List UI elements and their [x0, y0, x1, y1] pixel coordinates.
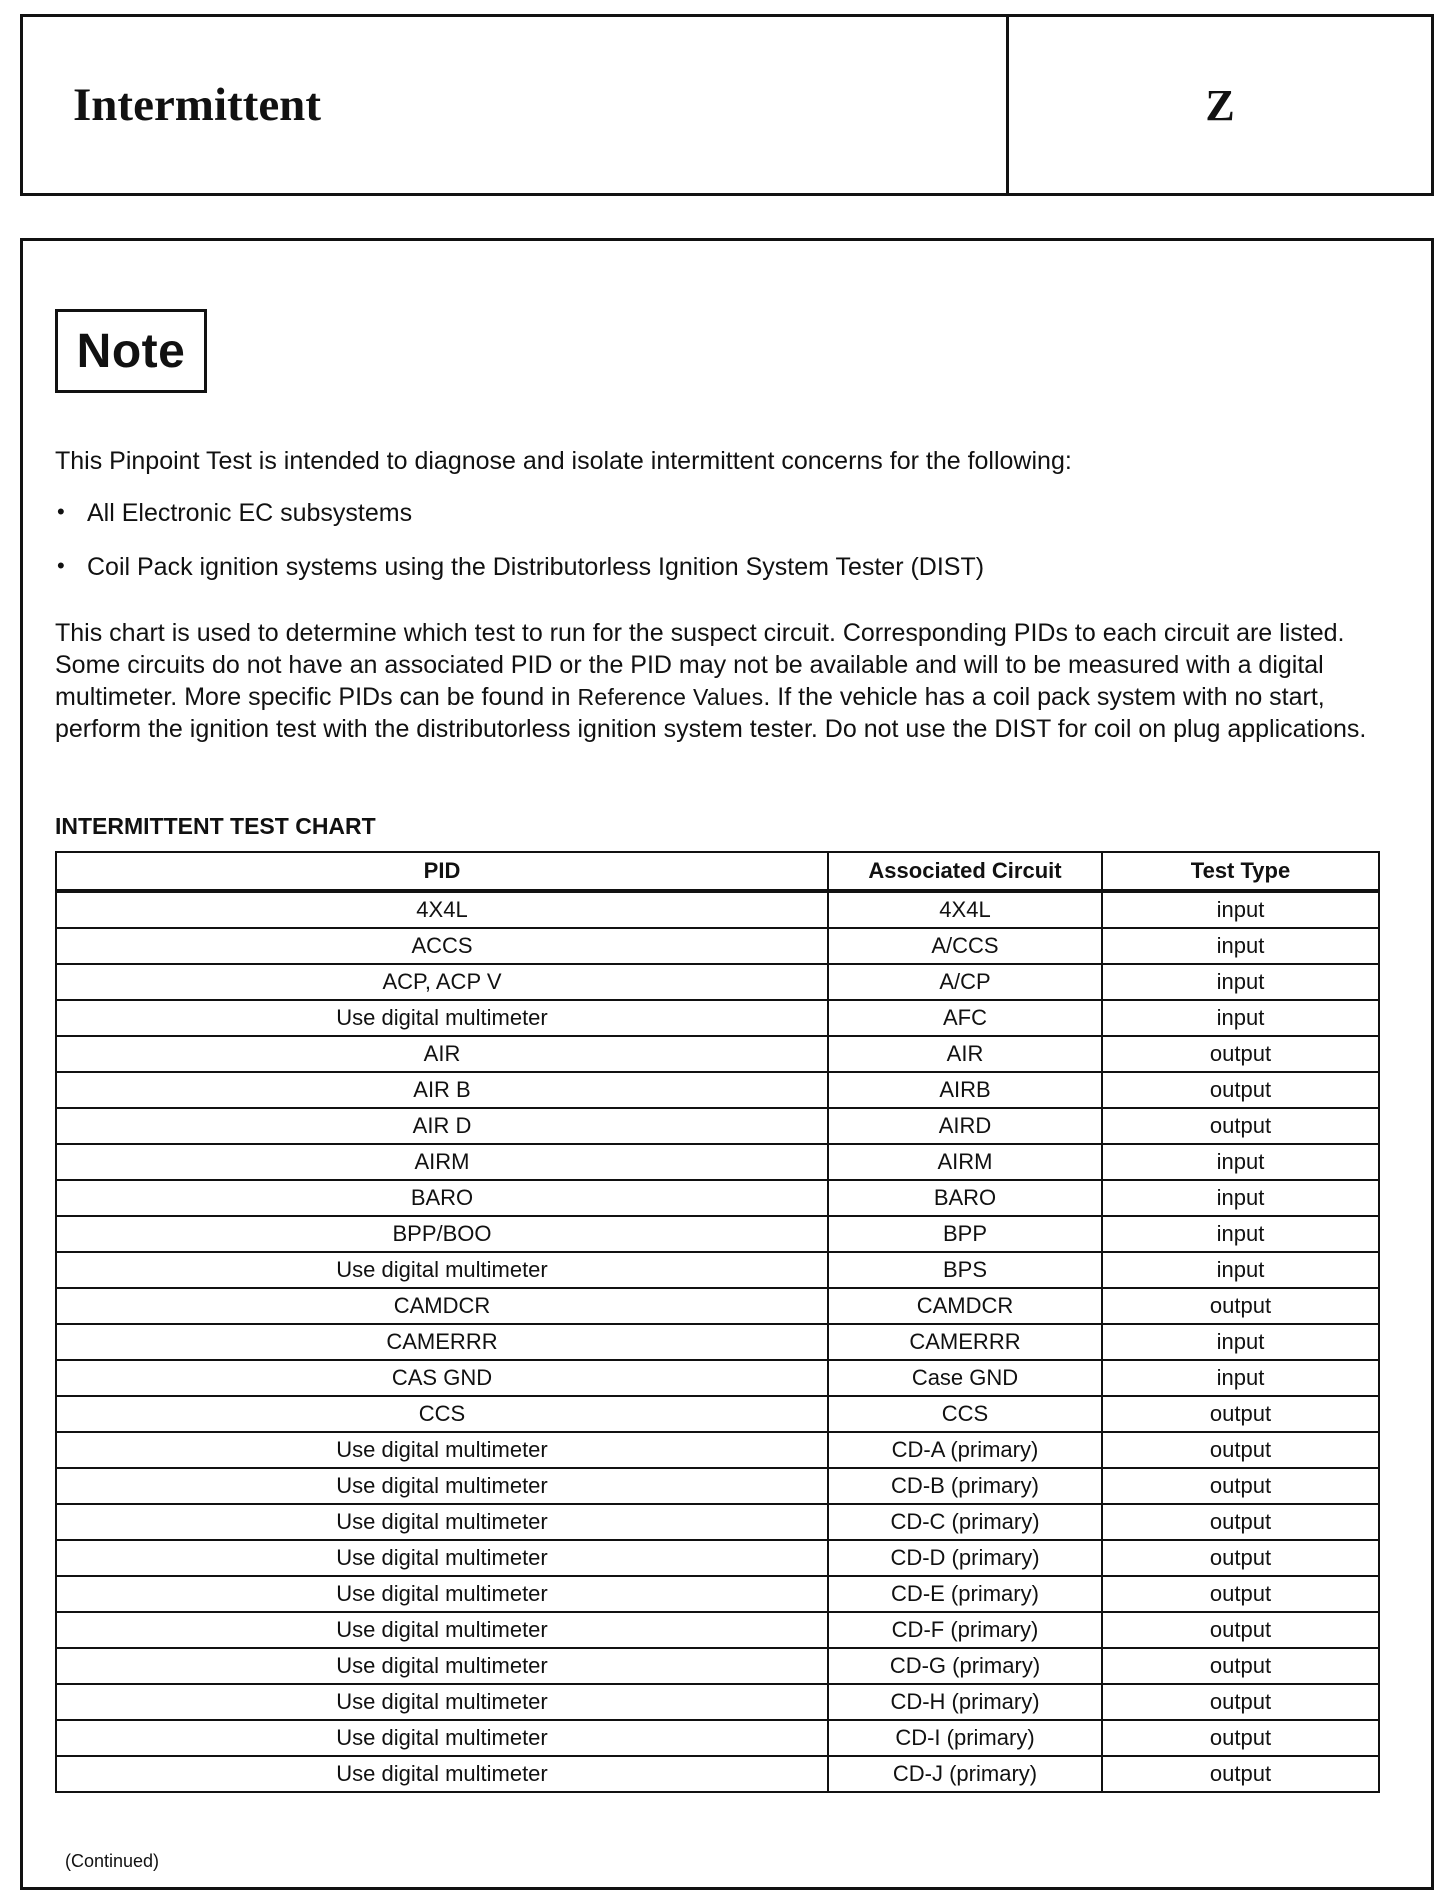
table-row: [56, 1036, 1379, 1072]
cell-test-type: output: [1102, 1540, 1379, 1576]
cell-associated-circuit: CD-I (primary): [828, 1720, 1102, 1756]
cell-associated-circuit: CAMDCR: [828, 1288, 1102, 1324]
cell-pid: CAS GND: [56, 1360, 828, 1396]
cell-test-type: input: [1102, 1252, 1379, 1288]
cell-associated-circuit: Case GND: [828, 1360, 1102, 1396]
cell-associated-circuit: AIRD: [828, 1108, 1102, 1144]
paragraph-text: . If the vehicle has a coil pack system with no start, perform the ignition test with the distributorless ignition system tester. Do not use the DIST for coil on plug applications.: [55, 683, 1367, 743]
column-header-test-type: Test Type: [1102, 852, 1379, 891]
continued-note: (Continued): [65, 1851, 160, 1871]
cell-pid: BARO: [56, 1180, 828, 1216]
table-row: [56, 1576, 1379, 1612]
cell-pid: AIR D: [56, 1108, 828, 1144]
column-header-pid: PID: [56, 852, 828, 891]
cell-associated-circuit: CD-J (primary): [828, 1756, 1102, 1792]
column-header-associated-circuit: Associated Circuit: [828, 852, 1102, 891]
cell-test-type: output: [1102, 1036, 1379, 1072]
bullet-text: Coil Pack ignition systems using the Distributorless Ignition System Tester (DIST): [87, 553, 985, 581]
bullet-item: [55, 553, 984, 607]
cell-pid: Use digital multimeter: [56, 1468, 828, 1504]
cell-test-type: output: [1102, 1648, 1379, 1684]
table-row: [56, 964, 1379, 1000]
cell-test-type: input: [1102, 1324, 1379, 1360]
table-row: [56, 1612, 1379, 1648]
cell-pid: 4X4L: [56, 891, 828, 928]
cell-associated-circuit: CD-H (primary): [828, 1684, 1102, 1720]
cell-associated-circuit: CD-D (primary): [828, 1540, 1102, 1576]
cell-associated-circuit: CD-B (primary): [828, 1468, 1102, 1504]
reference-values-text: Reference Values: [577, 684, 764, 710]
table-body: [56, 891, 1379, 1792]
cell-pid: Use digital multimeter: [56, 1612, 828, 1648]
cell-associated-circuit: BARO: [828, 1180, 1102, 1216]
cell-associated-circuit: CD-E (primary): [828, 1576, 1102, 1612]
cell-test-type: output: [1102, 1288, 1379, 1324]
table-row: [56, 1648, 1379, 1684]
cell-test-type: output: [1102, 1108, 1379, 1144]
cell-associated-circuit: AIRB: [828, 1072, 1102, 1108]
cell-test-type: output: [1102, 1504, 1379, 1540]
cell-pid: CAMERRR: [56, 1324, 828, 1360]
cell-associated-circuit: BPS: [828, 1252, 1102, 1288]
cell-associated-circuit: AIR: [828, 1036, 1102, 1072]
cell-pid: Use digital multimeter: [56, 1252, 828, 1288]
cell-test-type: output: [1102, 1612, 1379, 1648]
cell-test-type: output: [1102, 1756, 1379, 1792]
table-row: [56, 1252, 1379, 1288]
cell-test-type: input: [1102, 1360, 1379, 1396]
table-row: [56, 928, 1379, 964]
chart-heading: INTERMITTENT TEST CHART: [55, 813, 376, 839]
cell-test-type: output: [1102, 1576, 1379, 1612]
bullet-icon: •: [57, 499, 65, 524]
intro-text: This Pinpoint Test is intended to diagnose and isolate intermittent concerns for the following:: [55, 447, 1072, 475]
table-row: [56, 1468, 1379, 1504]
table-row: [56, 1180, 1379, 1216]
cell-test-type: output: [1102, 1720, 1379, 1756]
cell-pid: ACP, ACP V: [56, 964, 828, 1000]
cell-test-type: output: [1102, 1432, 1379, 1468]
cell-test-type: output: [1102, 1396, 1379, 1432]
cell-pid: BPP/BOO: [56, 1216, 828, 1252]
cell-test-type: output: [1102, 1468, 1379, 1504]
cell-pid: AIRM: [56, 1144, 828, 1180]
section-code: Z: [1205, 80, 1235, 130]
cell-pid: Use digital multimeter: [56, 1684, 828, 1720]
intermittent-test-chart: [55, 851, 1380, 1793]
cell-associated-circuit: BPP: [828, 1216, 1102, 1252]
cell-pid: Use digital multimeter: [56, 1000, 828, 1036]
cell-associated-circuit: CD-C (primary): [828, 1504, 1102, 1540]
table-row: [56, 1324, 1379, 1360]
cell-pid: Use digital multimeter: [56, 1648, 828, 1684]
table-row: [56, 1288, 1379, 1324]
cell-test-type: input: [1102, 928, 1379, 964]
cell-test-type: input: [1102, 1180, 1379, 1216]
cell-test-type: output: [1102, 1072, 1379, 1108]
table-row: [56, 891, 1379, 928]
table-row: [56, 1396, 1379, 1432]
cell-pid: Use digital multimeter: [56, 1576, 828, 1612]
cell-associated-circuit: CD-G (primary): [828, 1648, 1102, 1684]
cell-test-type: input: [1102, 964, 1379, 1000]
table-row: [56, 1432, 1379, 1468]
cell-test-type: input: [1102, 891, 1379, 928]
cell-pid: AIR: [56, 1036, 828, 1072]
cell-associated-circuit: CD-F (primary): [828, 1612, 1102, 1648]
cell-test-type: input: [1102, 1216, 1379, 1252]
cell-pid: AIR B: [56, 1072, 828, 1108]
bullet-item: [55, 499, 984, 553]
cell-pid: Use digital multimeter: [56, 1756, 828, 1792]
cell-pid: Use digital multimeter: [56, 1540, 828, 1576]
cell-pid: Use digital multimeter: [56, 1720, 828, 1756]
table-row: [56, 1756, 1379, 1792]
cell-pid: ACCS: [56, 928, 828, 964]
cell-associated-circuit: CCS: [828, 1396, 1102, 1432]
cell-test-type: input: [1102, 1144, 1379, 1180]
table-row: [56, 1504, 1379, 1540]
cell-associated-circuit: AIRM: [828, 1144, 1102, 1180]
table-row: [56, 1360, 1379, 1396]
table-row: [56, 1720, 1379, 1756]
table-row: [56, 1216, 1379, 1252]
table-row: [56, 1072, 1379, 1108]
bullet-text: All Electronic EC subsystems: [87, 499, 413, 527]
cell-test-type: input: [1102, 1000, 1379, 1036]
cell-associated-circuit: A/CCS: [828, 928, 1102, 964]
cell-pid: Use digital multimeter: [56, 1504, 828, 1540]
bullet-list: [55, 499, 984, 607]
content-panel: [20, 238, 1434, 1890]
table-header-row: [56, 852, 1379, 891]
paragraph-text: This chart is used to determine which test to run for the suspect circuit. Corresponding PIDs to each circuit are listed. Some circuits do not have an associated PID or the PID may not be available and will to be measured with a digital multimeter. More specific PIDs can be found in: [55, 619, 1345, 711]
table-row: [56, 1684, 1379, 1720]
cell-test-type: output: [1102, 1684, 1379, 1720]
table-row: [56, 1540, 1379, 1576]
cell-associated-circuit: 4X4L: [828, 891, 1102, 928]
page-title: Intermittent: [23, 17, 1009, 193]
table-row: [56, 1108, 1379, 1144]
page-header: [20, 14, 1434, 196]
cell-associated-circuit: AFC: [828, 1000, 1102, 1036]
cell-associated-circuit: CAMERRR: [828, 1324, 1102, 1360]
note-label: Note: [55, 309, 207, 393]
bullet-icon: •: [57, 553, 65, 578]
cell-associated-circuit: CD-A (primary): [828, 1432, 1102, 1468]
table-row: [56, 1000, 1379, 1036]
table-row: [56, 1144, 1379, 1180]
cell-pid: Use digital multimeter: [56, 1432, 828, 1468]
cell-associated-circuit: A/CP: [828, 964, 1102, 1000]
cell-pid: CAMDCR: [56, 1288, 828, 1324]
cell-pid: CCS: [56, 1396, 828, 1432]
description-paragraph: [55, 617, 1405, 745]
